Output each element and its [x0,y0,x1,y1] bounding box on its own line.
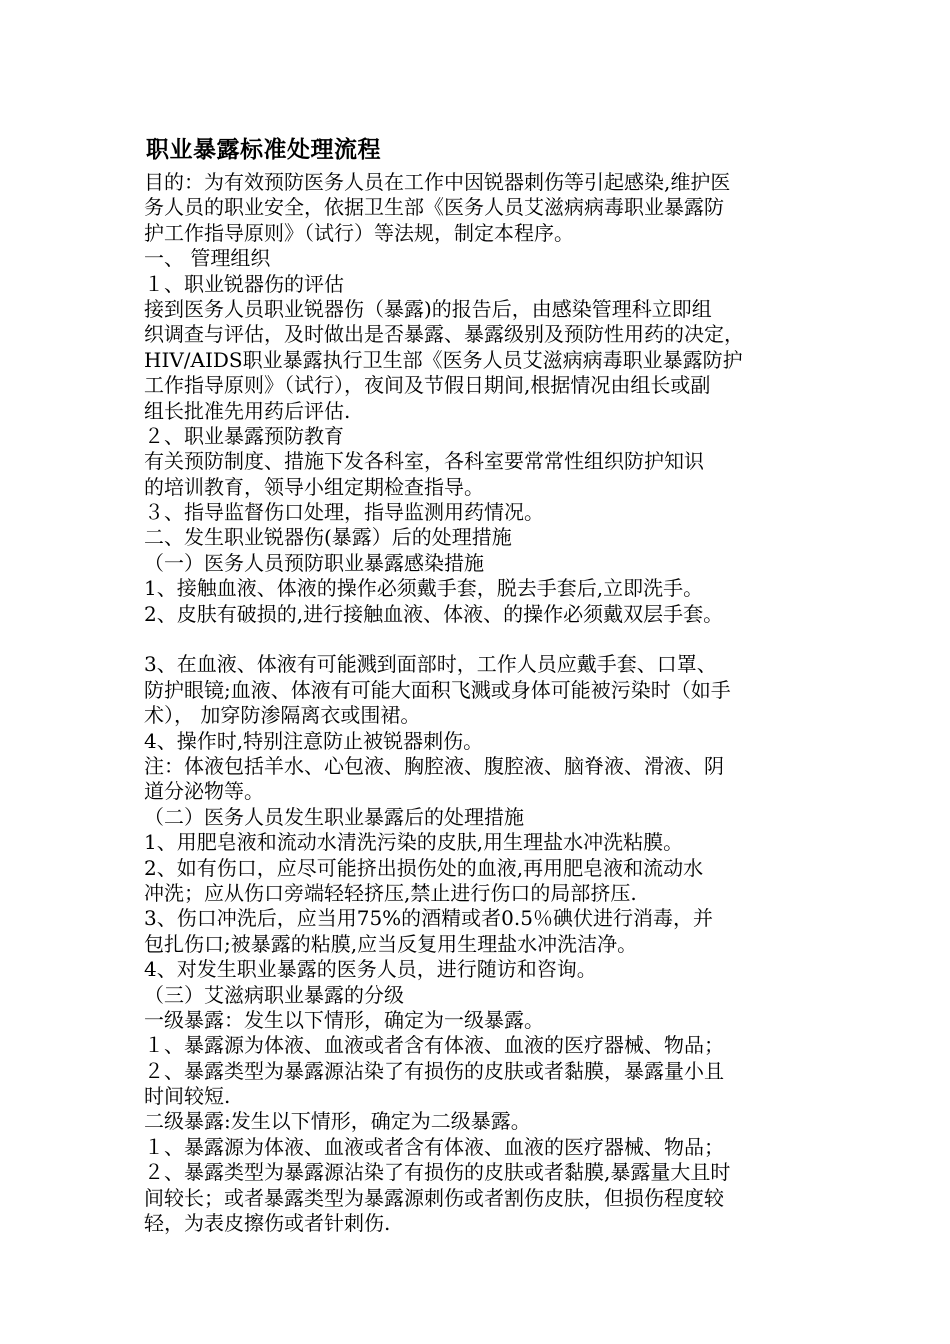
text-line: 接到医务人员职业锐器伤（暴露)的报告后，由感染管理科立即组 [144,296,712,321]
text-line: ３、指导监督伤口处理，指导监测用药情况。 [144,500,544,525]
text-line: 4、操作时,特别注意防止被锐器刺伤。 [144,728,484,753]
text-line: HIV/AIDS职业暴露执行卫生部《医务人员艾滋病病毒职业暴露防护 [144,347,743,372]
text-line: （三）艾滋病职业暴露的分级 [144,982,404,1007]
text-line: 务人员的职业安全，依据卫生部《医务人员艾滋病病毒职业暴露防 [144,195,724,220]
text-line: ２、职业暴露预防教育 [144,423,344,448]
text-line: １、暴露源为体液、血液或者含有体液、血液的医疗器械、物品； [144,1033,724,1058]
text-line: 二、发生职业锐器伤(暴露）后的处理措施 [144,525,512,550]
text-line: 1、接触血液、体液的操作必须戴手套，脱去手套后,立即洗手。 [144,576,704,601]
text-line: ２、暴露类型为暴露源沾染了有损伤的皮肤或者黏膜，暴露量小且 [144,1058,724,1083]
text-line: 轻，为表皮擦伤或者针刺伤. [144,1211,391,1236]
text-line [144,627,844,652]
text-line: （一）医务人员预防职业暴露感染措施 [144,550,484,575]
text-line: （二）医务人员发生职业暴露后的处理措施 [144,804,524,829]
text-line: 间较长；或者暴露类型为暴露源刺伤或者割伤皮肤，但损伤程度较 [144,1185,724,1210]
text-line: 护工作指导原则》（试行）等法规，制定本程序。 [144,220,574,245]
text-line: 术）， 加穿防渗隔离衣或围裙。 [144,703,421,728]
text-line: 时间较短. [144,1084,231,1109]
text-line: ２、暴露类型为暴露源沾染了有损伤的皮肤或者黏膜,暴露量大且时 [144,1160,731,1185]
text-line: 2、皮肤有破损的,进行接触血液、体液、的操作必须戴双层手套。 [144,601,724,626]
text-line: 目的：为有效预防医务人员在工作中因锐器刺伤等引起感染,维护医 [144,170,731,194]
text-line: １、职业锐器伤的评估 [144,271,344,296]
text-line: 包扎伤口;被暴露的粘膜,应当反复用生理盐水冲洗洁净。 [144,931,638,956]
text-line: 3、伤口冲洗后，应当用75%的酒精或者0.5％碘伏进行消毒，并 [144,906,713,931]
text-line: 一、 管理组织 [144,246,271,271]
text-line: 有关预防制度、措施下发各科室，各科室要常常性组织防护知识 [144,449,704,474]
text-line: 二级暴露:发生以下情形，确定为二级暴露。 [144,1109,531,1134]
text-line: 3、在血液、体液有可能溅到面部时，工作人员应戴手套、口罩、 [144,652,717,677]
text-line: 防护眼镜;血液、体液有可能大面积飞溅或身体可能被污染时（如手 [144,677,731,702]
text-line: 冲洗；应从伤口旁端轻轻挤压,禁止进行伤口的局部挤压. [144,880,637,905]
text-line: 2、如有伤口，应尽可能挤出损伤处的血液,再用肥皂液和流动水 [144,855,704,880]
text-line: １、暴露源为体液、血液或者含有体液、血液的医疗器械、物品； [144,1134,724,1159]
text-line: 组长批准先用药后评估. [144,398,351,423]
document-title: 职业暴露标准处理流程 [146,137,381,163]
text-line: 注：体液包括羊水、心包液、胸腔液、腹腔液、脑脊液、滑液、阴 [144,753,724,778]
text-line: 工作指导原则》（试行），夜间及节假日期间,根据情况由组长或副 [144,373,711,398]
text-line: 道分泌物等。 [144,779,264,804]
text-line: 4、对发生职业暴露的医务人员，进行随访和咨询。 [144,957,597,982]
document-body [144,170,844,1236]
text-line: 1、用肥皂液和流动水清洗污染的皮肤,用生理盐水冲洗粘膜。 [144,830,684,855]
text-line: 织调查与评估，及时做出是否暴露、暴露级别及预防性用药的决定， [144,322,744,347]
text-line: 一级暴露：发生以下情形，确定为一级暴露。 [144,1007,544,1032]
text-line: 的培训教育，领导小组定期检查指导。 [144,474,484,499]
